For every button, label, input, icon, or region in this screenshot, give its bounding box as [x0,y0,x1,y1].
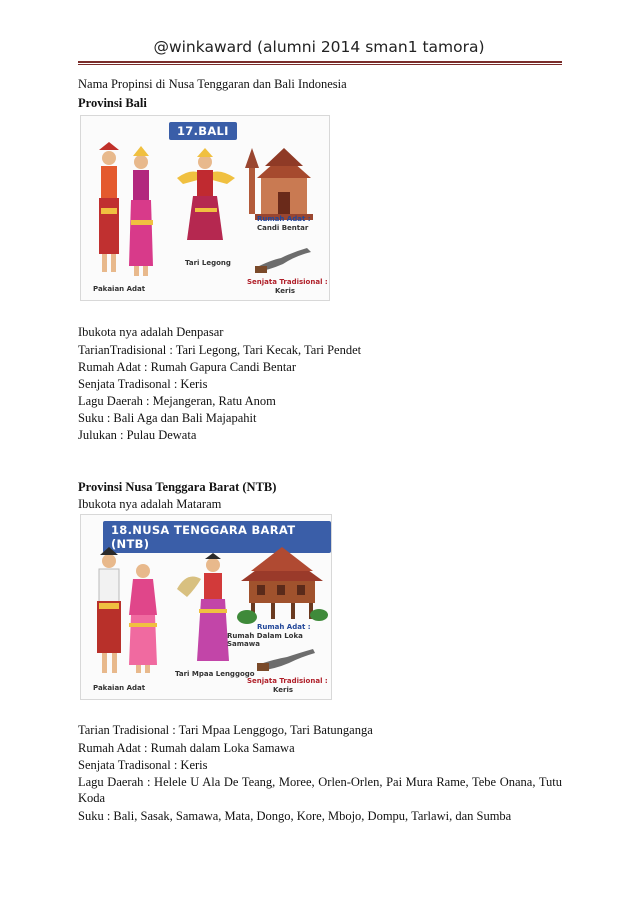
bali-fact-1: TarianTradisional : Tari Legong, Tari Kecak, Tari Pendet [78,343,362,357]
header-rule [78,61,562,63]
bali-keris-weapon [251,238,321,278]
ntb-fact-3: Lagu Daerah : Helele U Ala De Teang, Moree, Orlen-Orlen, Pai Mura Rame, Tebe Onana, Tutu Koda [78,775,562,805]
bali-caption-rumah-2: Candi Bentar [257,224,309,232]
bali-caption-senjata-2: Keris [275,287,296,295]
ntb-caption-rumah-1: Rumah Adat : [257,623,311,631]
ntb-capital: Ibukota nya adalah Mataram [78,497,222,511]
bali-fact-6: Julukan : Pulau Dewata [78,428,197,442]
ntb-keris-weapon [253,643,323,677]
ntb-caption-rumah-2: Rumah Dalam Loka Samawa [227,632,303,648]
bali-fact-0: Ibukota nya adalah Denpasar [78,325,224,339]
bali-caption-senjata-1: Senjata Tradisional : [247,278,328,286]
bali-fact-2: Rumah Adat : Rumah Gapura Candi Bentar [78,360,297,374]
intro-heading: Nama Propinsi di Nusa Tenggaran dan Bali Indonesia [78,77,347,91]
ntb-caption-senjata-2: Keris [273,686,294,694]
bali-fact-4: Lagu Daerah : Mejangeran, Ratu Anom [78,394,276,408]
ntb-fact-0: Tarian Tradisional : Tari Mpaa Lenggogo, Tari Batunganga [78,723,373,737]
ntb-fact-4: Suku : Bali, Sasak, Samawa, Mata, Dongo, Kore, Mbojo, Dompu, Tarlawi, dan Sumba [78,809,512,823]
bali-caption-rumah-1: Rumah Adat : [257,215,311,223]
bali-pakaian-adat-figures [87,136,167,306]
ntb-illustration [80,514,332,700]
page-header: @winkaward (alumni 2014 sman1 tamora) [153,38,485,56]
header-rule-thin [78,64,562,65]
ntb-rumah-dalam-loka-building [237,545,327,625]
ntb-fact-1: Rumah Adat : Rumah dalam Loka Samawa [78,741,295,755]
ntb-title: Provinsi Nusa Tenggara Barat (NTB) [78,480,277,494]
ntb-caption-tari: Tari Mpaa Lenggogo [175,670,255,678]
bali-illustration-title: 17.BALI [169,122,237,140]
bali-title: Provinsi Bali [78,96,147,110]
ntb-caption-pakaian: Pakaian Adat [93,684,146,692]
bali-caption-tari: Tari Legong [185,259,231,267]
bali-caption-pakaian: Pakaian Adat [93,285,146,293]
bali-illustration [80,115,330,301]
ntb-pakaian-adat-figures [87,541,171,691]
ntb-fact-2: Senjata Tradisonal : Keris [78,758,208,772]
bali-tari-legong-figure [173,148,243,258]
bali-fact-5: Suku : Bali Aga dan Bali Majapahit [78,411,257,425]
ntb-caption-senjata-1: Senjata Tradisional : [247,677,328,685]
ntb-illustration-title: 18.NUSA TENGGARA BARAT (NTB) [103,521,331,553]
bali-fact-3: Senjata Tradisonal : Keris [78,377,208,391]
